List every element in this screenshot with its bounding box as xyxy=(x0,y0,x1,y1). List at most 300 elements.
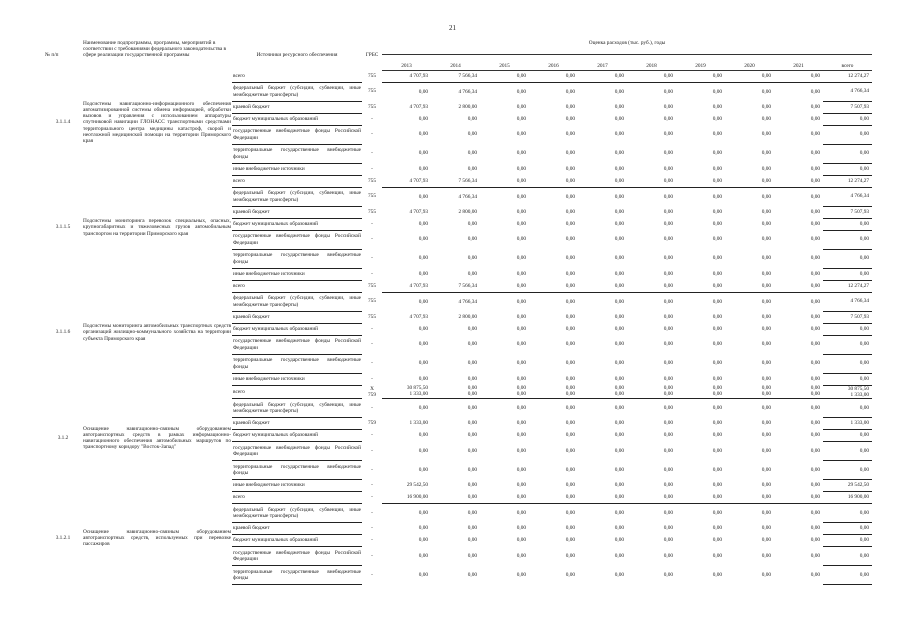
grbs-code: - xyxy=(371,509,373,516)
amount-cell: 0,00 xyxy=(761,220,771,227)
amount-cell: 0,00 xyxy=(418,341,428,348)
table-row xyxy=(44,280,872,292)
amount-cell: 0,00 xyxy=(516,341,526,348)
amount-cell: 0,00 xyxy=(467,447,477,454)
amount-cell: 0,00 xyxy=(565,208,575,215)
amount-cell: 4 766,34 xyxy=(823,82,872,101)
amount-cell: 0,00 xyxy=(627,280,676,292)
grbs-code: - xyxy=(371,466,373,473)
amount-cell: 7 507,93 xyxy=(823,101,872,113)
amount-cell: 0,00 xyxy=(614,236,624,243)
grbs-code: - xyxy=(371,255,373,262)
amount-cell: 0,00 xyxy=(663,537,673,544)
budget-table xyxy=(44,40,872,585)
funding-source: государственные внебюджетные фонды Российской Федерации xyxy=(232,441,362,460)
amount-cell: 0,00 xyxy=(725,70,774,82)
amount-cell: 0,00 xyxy=(529,280,578,292)
amount-cell: 0,00 xyxy=(712,103,722,110)
grbs-code: - xyxy=(371,552,373,559)
year-header: 2018 xyxy=(627,54,676,70)
amount-cell: 0,00 xyxy=(761,208,771,215)
amount-cell: 0,00 xyxy=(712,466,722,473)
funding-source: всего xyxy=(232,491,362,503)
amount-cell: 0,00 xyxy=(810,115,820,122)
amount-cell: 0,00 xyxy=(810,131,820,138)
amount-cell: 0,00 xyxy=(418,88,428,95)
amount-cell: 0,00 xyxy=(823,522,872,534)
amount-cell: 0,00 xyxy=(467,360,477,367)
grbs-code: 755 xyxy=(368,177,376,184)
amount-cell: 0,00 xyxy=(663,115,673,122)
amount-cell: 7 507,93 xyxy=(823,206,872,218)
item-name: Оснащение навигационно-связным оборудованием автотранспортных средств, используемых при перевозке пассажиров xyxy=(83,528,231,547)
amount-cell: 16 900,00 xyxy=(382,491,431,503)
amount-cell: 0,00 xyxy=(614,571,624,578)
amount-cell: 0,00 xyxy=(823,268,872,280)
funding-source: территориальные государственные внебюджетные фонды xyxy=(232,144,362,163)
amount-cell: 0,00 xyxy=(565,220,575,227)
amount-cell: 0,00 xyxy=(565,115,575,122)
amount-cell: 0,00 xyxy=(516,552,526,559)
amount-cell: 0,00 xyxy=(516,220,526,227)
year-header: 2015 xyxy=(480,54,529,70)
grbs-code: 755 xyxy=(368,88,376,95)
amount-cell: 7 507,93 xyxy=(823,311,872,323)
funding-source: краевой бюджет xyxy=(232,311,362,323)
amount-cell: 0,00 xyxy=(712,298,722,305)
amount-cell: 0,00 xyxy=(565,255,575,262)
amount-cell: 0,00 xyxy=(614,270,624,277)
amount-cell: 0,00 xyxy=(761,552,771,559)
amount-cell: 0,00 xyxy=(565,236,575,243)
amount-cell: 0,00 xyxy=(614,375,624,382)
amount-cell: 0,00 xyxy=(823,144,872,163)
amount-cell: 0,00 xyxy=(578,491,627,503)
amount-cell: 0,00 xyxy=(565,313,575,320)
amount-cell: 0,00 xyxy=(529,175,578,187)
amount-cell: 0,00 xyxy=(578,70,627,82)
amount-cell: 0,00 xyxy=(761,360,771,367)
amount-cell: 0,00 xyxy=(565,432,575,439)
amount-cell: 0,00 xyxy=(774,175,823,187)
funding-source: государственные внебюджетные фонды Российской Федерации xyxy=(232,230,362,249)
grbs-code: 755 xyxy=(368,193,376,200)
amount-cell: 0,00 xyxy=(467,552,477,559)
amount-cell: 0,00 xyxy=(516,103,526,110)
amount-cell: 0,00 xyxy=(431,491,480,503)
amount-cell: 0,00 xyxy=(676,70,725,82)
amount-cell: 0,00 xyxy=(467,375,477,382)
amount-cell: 0,00 xyxy=(774,491,823,503)
amount-cell: 0,00 xyxy=(712,313,722,320)
amount-cell: 0,00 xyxy=(418,325,428,332)
amount-cell: 0,00 xyxy=(467,236,477,243)
amount-cell: 0,00 xyxy=(712,255,722,262)
amount-cell: 0,00 xyxy=(614,360,624,367)
grbs-code: - xyxy=(371,165,373,172)
amount-cell: 0,00 xyxy=(614,298,624,305)
amount-cell: 0,00 xyxy=(761,103,771,110)
amount-cell: 0,00 xyxy=(810,405,820,412)
amount-cell: 0,00 xyxy=(823,113,872,125)
table-header xyxy=(44,40,872,70)
amount-cell: 0,00 xyxy=(761,432,771,439)
grbs-code: - xyxy=(371,150,373,157)
funding-source: бюджет муниципальных образований xyxy=(232,534,362,546)
amount-cell: 0,00 xyxy=(663,341,673,348)
year-header: всего xyxy=(823,54,872,70)
amount-cell: 0,00 xyxy=(810,571,820,578)
grbs-code: - xyxy=(371,571,373,578)
amount-cell: 4 766,34 xyxy=(823,187,872,206)
amount-cell: 4 707,93 xyxy=(409,103,428,110)
grbs-code: - xyxy=(371,220,373,227)
amount-cell: 0,00 xyxy=(627,491,676,503)
amount-cell: 0,00 xyxy=(627,70,676,82)
amount-cell: 0,00 xyxy=(529,491,578,503)
amount-cell: 0,00 xyxy=(712,193,722,200)
funding-source: государственные внебюджетные фонды Российской Федерации xyxy=(232,546,362,565)
amount-cell: 7 566,34 xyxy=(431,280,480,292)
amount-cell: 0,00 xyxy=(614,482,624,489)
amount-cell: 0,00 xyxy=(614,131,624,138)
funding-source: всего xyxy=(232,280,362,292)
amount-cell: 0,00 xyxy=(565,537,575,544)
amount-cell: 0,00 xyxy=(467,220,477,227)
amount-cell: 0,00 xyxy=(614,88,624,95)
amount-cell: 0,00 xyxy=(774,70,823,82)
amount-cell: 0,00 xyxy=(810,525,820,532)
amount-cell: 0,00 xyxy=(578,280,627,292)
grbs-code: 755 xyxy=(368,282,376,289)
amount-cell: 0,00 xyxy=(418,552,428,559)
amount-cell: 0,00 xyxy=(467,525,477,532)
funding-source: иные внебюджетные источники xyxy=(232,268,362,280)
grbs-code: 755 xyxy=(368,208,376,215)
amount-cell: 0,00 xyxy=(418,405,428,412)
grbs-code: 755 xyxy=(368,313,376,320)
amount-cell: 0,00 xyxy=(810,552,820,559)
amount-cell: 0,00 xyxy=(565,341,575,348)
amount-cell: 0,00 xyxy=(565,270,575,277)
amount-cell: 0,00 xyxy=(467,131,477,138)
amount-cell: 0,00 xyxy=(810,466,820,473)
amount-cell: 0,00 xyxy=(712,571,722,578)
amount-cell: 0,00 xyxy=(418,360,428,367)
year-header: 2021 xyxy=(774,54,823,70)
amount-cell: 0,00 xyxy=(712,375,722,382)
funding-source: всего xyxy=(232,70,362,82)
amount-cell: 0,00 xyxy=(516,193,526,200)
amount-cell: 0,00 xyxy=(614,150,624,157)
amount-cell: 0,00 xyxy=(712,325,722,332)
amount-cell: 0,00 xyxy=(663,510,673,517)
amount-cell: 0,00 xyxy=(467,571,477,578)
amount-cell: 0,00 xyxy=(761,420,771,427)
funding-source: всего xyxy=(232,385,362,398)
amount-cell: 0,00 xyxy=(810,165,820,172)
amount-cell: 0,00 xyxy=(565,375,575,382)
item-name: Подсистемы мониторинга перевозок специальных, опасных, крупногабаритных и тяжеловесных грузов автомобильным транспортом на территории Приморского края xyxy=(83,218,231,237)
grbs-code: - xyxy=(371,270,373,277)
amount-cell: 0,00 xyxy=(810,270,820,277)
amount-cell: 29 542,50 xyxy=(406,482,428,489)
amount-cell: 0,00 xyxy=(467,325,477,332)
amount-cell: 0,00 xyxy=(663,420,673,427)
amount-cell: 0,00 xyxy=(712,88,722,95)
amount-cell: 0,00 xyxy=(516,510,526,517)
amount-cell: 0,00 xyxy=(467,466,477,473)
amount-cell: 0,00 xyxy=(516,571,526,578)
amount-cell: 0,00 xyxy=(810,375,820,382)
amount-cell: 0,00 xyxy=(676,280,725,292)
header-estimate: Оценка расходов (тыс. руб.), годы xyxy=(382,40,872,54)
amount-cell: 0,00 xyxy=(516,447,526,454)
amount-cell: 0,00 xyxy=(761,236,771,243)
grbs-code: - xyxy=(371,325,373,332)
amount-cell: 12 274,27 xyxy=(823,280,872,292)
amount-cell: 0,00 xyxy=(614,255,624,262)
amount-cell: 0,00 xyxy=(614,420,624,427)
amount-cell: 0,00 xyxy=(418,270,428,277)
table-row xyxy=(44,385,872,398)
amount-cell: 0,00 xyxy=(418,165,428,172)
amount-cell: 0,00 xyxy=(712,131,722,138)
amount-cell: 0,00 xyxy=(663,525,673,532)
page-number: 21 xyxy=(449,24,456,32)
amount-cell: 0,00 xyxy=(725,491,774,503)
amount-cell: 0,00 xyxy=(614,341,624,348)
amount-cell: 0,00 xyxy=(418,537,428,544)
amount-cell: 0,00 xyxy=(810,103,820,110)
amount-cell: 0,00 xyxy=(418,131,428,138)
funding-source: территориальные государственные внебюджетные фонды xyxy=(232,354,362,373)
amount-cell: 12 274,27 xyxy=(823,70,872,82)
amount-cell: 0,00 xyxy=(516,537,526,544)
amount-cell: 0,00 xyxy=(516,236,526,243)
amount-cell: 0,00 xyxy=(712,150,722,157)
amount-cell: 0,00 xyxy=(467,255,477,262)
amount-cell: 0,00 xyxy=(823,429,872,441)
grbs-code: X 759 xyxy=(368,385,376,398)
amount-cell: 0,00 xyxy=(565,510,575,517)
grbs-code: - xyxy=(371,432,373,439)
amount-cell: 0,00 xyxy=(823,249,872,268)
amount-cell: 0,00 xyxy=(614,325,624,332)
amount-cell: 0,00 xyxy=(578,175,627,187)
amount-cell: 0,00 xyxy=(467,405,477,412)
year-header: 2019 xyxy=(676,54,725,70)
amount-cell: 0,00 xyxy=(663,270,673,277)
funding-source: краевой бюджет xyxy=(232,522,362,534)
amount-cell: 0,00 xyxy=(810,150,820,157)
amount-cell: 0,00 xyxy=(761,341,771,348)
amount-cell: 0,00 xyxy=(774,280,823,292)
funding-source: федеральный бюджет (субсидии, субвенции, иные межбюджетные трансферты) xyxy=(232,503,362,522)
amount-cell: 0,00 xyxy=(810,88,820,95)
amount-cell: 0,00 xyxy=(565,325,575,332)
amount-cell: 0,00 0,00 xyxy=(578,385,627,398)
amount-cell: 0,00 xyxy=(614,193,624,200)
amount-cell: 0,00 xyxy=(614,208,624,215)
header-grbs: ГРБС xyxy=(365,51,379,58)
amount-cell: 0,00 xyxy=(663,193,673,200)
funding-source: федеральный бюджет (субсидии, субвенции, иные межбюджетные трансферты) xyxy=(232,292,362,311)
amount-cell: 0,00 xyxy=(810,510,820,517)
amount-cell: 0,00 xyxy=(725,280,774,292)
amount-cell: 0,00 xyxy=(565,298,575,305)
amount-cell: 0,00 xyxy=(663,482,673,489)
amount-cell: 0,00 xyxy=(663,447,673,454)
amount-cell: 0,00 xyxy=(516,360,526,367)
amount-cell: 0,00 xyxy=(663,298,673,305)
amount-cell: 0,00 xyxy=(516,466,526,473)
amount-cell: 0,00 xyxy=(663,313,673,320)
grbs-code: - xyxy=(371,360,373,367)
amount-cell: 0,00 xyxy=(565,193,575,200)
amount-cell: 0,00 xyxy=(712,405,722,412)
amount-cell: 2 800,00 xyxy=(458,313,477,320)
grbs-code: - xyxy=(371,236,373,243)
amount-cell: 0,00 xyxy=(418,510,428,517)
amount-cell: 0,00 xyxy=(627,175,676,187)
amount-cell: 0,00 xyxy=(467,537,477,544)
amount-cell: 0,00 xyxy=(516,313,526,320)
amount-cell: 0,00 xyxy=(823,460,872,479)
amount-cell: 30 875,50 1 333,00 xyxy=(823,385,872,398)
amount-cell: 0,00 xyxy=(823,335,872,354)
item-code: 3.1.1.4 xyxy=(55,119,71,126)
amount-cell: 0,00 xyxy=(418,220,428,227)
amount-cell: 0,00 xyxy=(516,255,526,262)
amount-cell: 0,00 xyxy=(761,88,771,95)
year-header: 2013 xyxy=(382,54,431,70)
amount-cell: 0,00 xyxy=(761,150,771,157)
funding-source: территориальные государственные внебюджетные фонды xyxy=(232,565,362,584)
amount-cell: 0,00 xyxy=(516,405,526,412)
funding-source: территориальные государственные внебюджетные фонды xyxy=(232,249,362,268)
amount-cell: 0,00 xyxy=(663,150,673,157)
amount-cell: 0,00 xyxy=(712,220,722,227)
grbs-code: 755 xyxy=(368,298,376,305)
amount-cell: 0,00 xyxy=(418,447,428,454)
amount-cell: 0,00 xyxy=(712,341,722,348)
grbs-code: - xyxy=(371,494,373,501)
amount-cell: 0,00 xyxy=(516,165,526,172)
amount-cell: 0,00 xyxy=(712,510,722,517)
amount-cell: 0,00 xyxy=(761,165,771,172)
grbs-code: - xyxy=(371,482,373,489)
amount-cell: 0,00 xyxy=(516,150,526,157)
amount-cell: 0,00 xyxy=(663,131,673,138)
amount-cell: 0,00 xyxy=(565,447,575,454)
amount-cell: 0,00 xyxy=(761,571,771,578)
grbs-code: 755 xyxy=(368,103,376,110)
amount-cell: 0,00 xyxy=(761,525,771,532)
amount-cell: 0,00 xyxy=(823,546,872,565)
amount-cell: 0,00 xyxy=(614,510,624,517)
year-header: 2017 xyxy=(578,54,627,70)
amount-cell: 0,00 xyxy=(823,218,872,230)
amount-cell: 30 875,50 1 333,00 xyxy=(382,385,431,398)
amount-cell: 0,00 xyxy=(467,270,477,277)
amount-cell: 0,00 xyxy=(516,270,526,277)
amount-cell: 0,00 xyxy=(810,420,820,427)
amount-cell: 0,00 xyxy=(810,313,820,320)
amount-cell: 0,00 xyxy=(467,432,477,439)
amount-cell: 0,00 xyxy=(712,537,722,544)
amount-cell: 0,00 xyxy=(565,525,575,532)
funding-source: федеральный бюджет (субсидии, субвенции, иные межбюджетные трансферты) xyxy=(232,82,362,101)
amount-cell: 0,00 xyxy=(663,466,673,473)
amount-cell: 0,00 xyxy=(565,571,575,578)
amount-cell: 0,00 xyxy=(725,175,774,187)
amount-cell: 0,00 xyxy=(761,405,771,412)
funding-source: иные внебюджетные источники xyxy=(232,373,362,385)
amount-cell: 4 766,34 xyxy=(458,193,477,200)
amount-cell: 7 566,34 xyxy=(431,175,480,187)
amount-cell: 0,00 xyxy=(529,70,578,82)
amount-cell: 0,00 xyxy=(480,280,529,292)
amount-cell: 0,00 xyxy=(516,432,526,439)
amount-cell: 0,00 xyxy=(810,482,820,489)
amount-cell: 0,00 xyxy=(565,88,575,95)
amount-cell: 0,00 xyxy=(467,115,477,122)
amount-cell: 0,00 xyxy=(663,255,673,262)
amount-cell: 0,00 xyxy=(467,150,477,157)
amount-cell: 0,00 xyxy=(565,466,575,473)
funding-source: краевой бюджет xyxy=(232,101,362,113)
amount-cell: 0,00 xyxy=(810,325,820,332)
amount-cell: 0,00 xyxy=(676,491,725,503)
grbs-code: - xyxy=(371,115,373,122)
amount-cell: 2 800,00 xyxy=(458,208,477,215)
amount-cell: 0,00 xyxy=(663,220,673,227)
amount-cell: 0,00 0,00 xyxy=(480,385,529,398)
funding-source: бюджет муниципальных образований xyxy=(232,429,362,441)
amount-cell: 7 566,34 xyxy=(431,70,480,82)
grbs-code: - xyxy=(371,375,373,382)
amount-cell: 0,00 xyxy=(516,131,526,138)
amount-cell: 0,00 xyxy=(516,525,526,532)
amount-cell: 0,00 0,00 xyxy=(725,385,774,398)
amount-cell: 4 707,93 xyxy=(409,313,428,320)
amount-cell: 0,00 xyxy=(467,510,477,517)
amount-cell: 0,00 xyxy=(663,432,673,439)
amount-cell: 0,00 xyxy=(467,482,477,489)
amount-cell: 0,00 xyxy=(810,220,820,227)
funding-source: краевой бюджет xyxy=(232,417,362,429)
amount-cell: 0,00 xyxy=(823,230,872,249)
amount-cell: 0,00 xyxy=(761,193,771,200)
amount-cell: 0,00 xyxy=(761,313,771,320)
amount-cell: 0,00 xyxy=(823,323,872,335)
amount-cell: 4 766,34 xyxy=(458,298,477,305)
grbs-code: 759 xyxy=(368,420,376,427)
amount-cell: 0,00 0,00 xyxy=(431,385,480,398)
amount-cell: 12 274,27 xyxy=(823,175,872,187)
amount-cell: 1 333,00 xyxy=(823,417,872,429)
amount-cell: 0,00 xyxy=(823,125,872,144)
grbs-code: - xyxy=(371,341,373,348)
funding-source: государственные внебюджетные фонды Российской Федерации xyxy=(232,125,362,144)
amount-cell: 0,00 xyxy=(761,131,771,138)
amount-cell: 16 900,00 xyxy=(823,491,872,503)
amount-cell: 0,00 xyxy=(418,525,428,532)
amount-cell: 0,00 xyxy=(480,491,529,503)
funding-source: иные внебюджетные источники xyxy=(232,163,362,175)
amount-cell: 0,00 xyxy=(676,175,725,187)
